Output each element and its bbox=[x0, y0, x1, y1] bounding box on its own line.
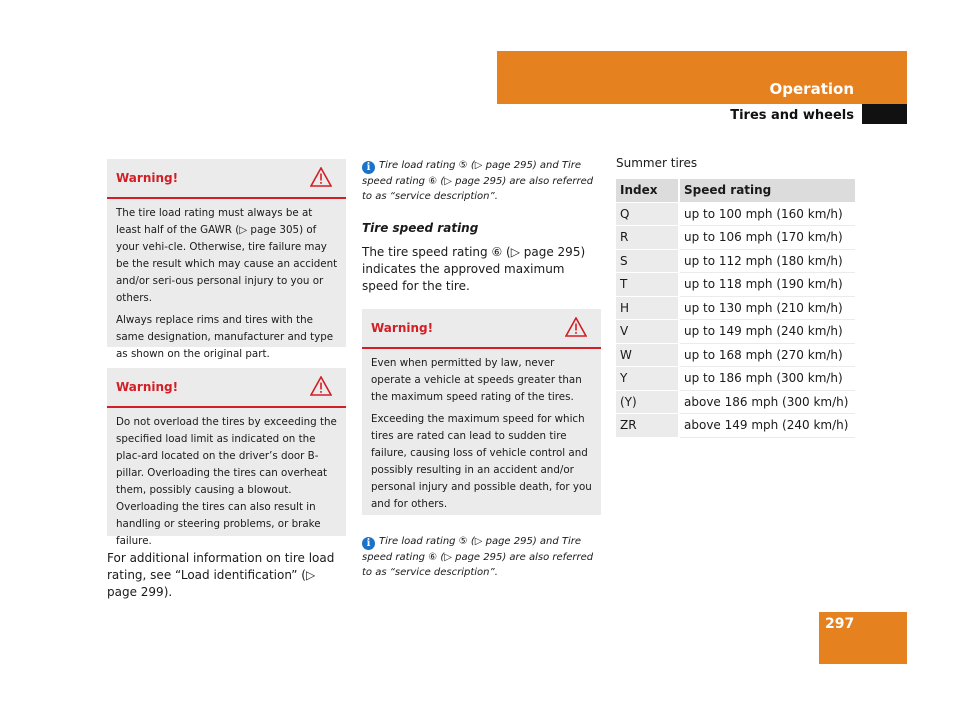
warning-body bbox=[107, 199, 346, 374]
index-cell: R bbox=[616, 226, 680, 250]
table-row bbox=[616, 344, 855, 368]
index-cell: V bbox=[616, 320, 680, 344]
index-cell: Q bbox=[616, 203, 680, 227]
header-marker bbox=[862, 104, 907, 124]
warning-triangle-icon bbox=[310, 376, 332, 396]
column-header-speed-rating: Speed rating bbox=[680, 179, 855, 203]
speed-rating-table bbox=[616, 179, 855, 438]
speed-rating-paragraph: The tire speed rating ⑥ (▷ page 295) indicates the approved maximum speed for the tire. bbox=[362, 245, 586, 293]
warning-box-1 bbox=[107, 159, 346, 360]
warning-box-3 bbox=[362, 309, 601, 515]
info-note-bottom bbox=[362, 534, 600, 580]
info-note-text: Tire load rating ⑤ (▷ page 295) and Tire speed rating ⑥ (▷ page 295) are also referred to as “service description”. bbox=[362, 536, 594, 578]
info-note-top bbox=[362, 158, 600, 204]
info-icon: i bbox=[362, 537, 375, 550]
warning-header bbox=[107, 368, 346, 408]
section-subtitle: Tires and wheels bbox=[730, 108, 854, 123]
speed-cell: up to 168 mph (270 km/h) bbox=[680, 344, 855, 368]
warning-box-2 bbox=[107, 368, 346, 547]
speed-cell: up to 106 mph (170 km/h) bbox=[680, 226, 855, 250]
table-row bbox=[616, 203, 855, 227]
additional-info-text: For additional information on tire load rating, see “Load identification” (▷ page 299). bbox=[107, 551, 335, 599]
warning-header bbox=[362, 309, 601, 349]
page-number: 297 bbox=[825, 616, 855, 632]
subheading: Tire speed rating bbox=[362, 221, 479, 235]
warning-body bbox=[107, 408, 346, 561]
table-row bbox=[616, 297, 855, 321]
warning-label: Warning! bbox=[371, 321, 434, 335]
warning-label: Warning! bbox=[116, 380, 179, 394]
speed-cell: up to 100 mph (160 km/h) bbox=[680, 203, 855, 227]
speed-cell: up to 186 mph (300 km/h) bbox=[680, 367, 855, 391]
section-title: Operation bbox=[769, 80, 854, 98]
warning-paragraph: Exceeding the maximum speed for which tires are rated can lead to sudden tire failure, causing loss of vehicle control and possibly resulting in an accident and/or personal injury and possible death, for you and for others. bbox=[371, 413, 592, 510]
index-cell: (Y) bbox=[616, 391, 680, 415]
info-note-text: Tire load rating ⑤ (▷ page 295) and Tire speed rating ⑥ (▷ page 295) are also referred to as “service description”. bbox=[362, 160, 594, 202]
table-row bbox=[616, 250, 855, 274]
warning-paragraph: The tire load rating must always be at least half of the GAWR (▷ page 305) of your vehi-cle. Otherwise, tire failure may be the result which may cause an accident and/or seri-ous personal injury to you or others. bbox=[116, 207, 338, 304]
column-header-index: Index bbox=[616, 179, 680, 203]
speed-cell: up to 112 mph (180 km/h) bbox=[680, 250, 855, 274]
warning-label: Warning! bbox=[116, 171, 179, 185]
table-row bbox=[616, 273, 855, 297]
warning-paragraph: Always replace rims and tires with the same designation, manufacturer and type as shown on the original part. bbox=[116, 314, 334, 360]
index-cell: Y bbox=[616, 367, 680, 391]
warning-body bbox=[362, 349, 601, 524]
index-cell: W bbox=[616, 344, 680, 368]
speed-cell: above 186 mph (300 km/h) bbox=[680, 391, 855, 415]
speed-cell: up to 118 mph (190 km/h) bbox=[680, 273, 855, 297]
speed-cell: up to 130 mph (210 km/h) bbox=[680, 297, 855, 321]
table-row bbox=[616, 414, 855, 438]
table-row bbox=[616, 320, 855, 344]
info-icon: i bbox=[362, 161, 375, 174]
table-row bbox=[616, 391, 855, 415]
speed-cell: up to 149 mph (240 km/h) bbox=[680, 320, 855, 344]
table-row bbox=[616, 226, 855, 250]
index-cell: ZR bbox=[616, 414, 680, 438]
warning-triangle-icon bbox=[310, 167, 332, 187]
warning-paragraph: Do not overload the tires by exceeding the specified load limit as indicated on the plac-ard located on the driver’s door B-pillar. Overloading the tires can overheat them, possibly causing a blowout. Overloading the tires can also result in handling or steering problems, or brake failure. bbox=[116, 416, 337, 547]
speed-cell: above 149 mph (240 km/h) bbox=[680, 414, 855, 438]
warning-paragraph: Even when permitted by law, never operate a vehicle at speeds greater than the maximum speed rating of the tires. bbox=[371, 357, 582, 403]
table-header-row bbox=[616, 179, 855, 203]
index-cell: H bbox=[616, 297, 680, 321]
table-row bbox=[616, 367, 855, 391]
warning-header bbox=[107, 159, 346, 199]
warning-triangle-icon bbox=[565, 317, 587, 337]
index-cell: T bbox=[616, 273, 680, 297]
index-cell: S bbox=[616, 250, 680, 274]
table-caption: Summer tires bbox=[616, 156, 698, 170]
